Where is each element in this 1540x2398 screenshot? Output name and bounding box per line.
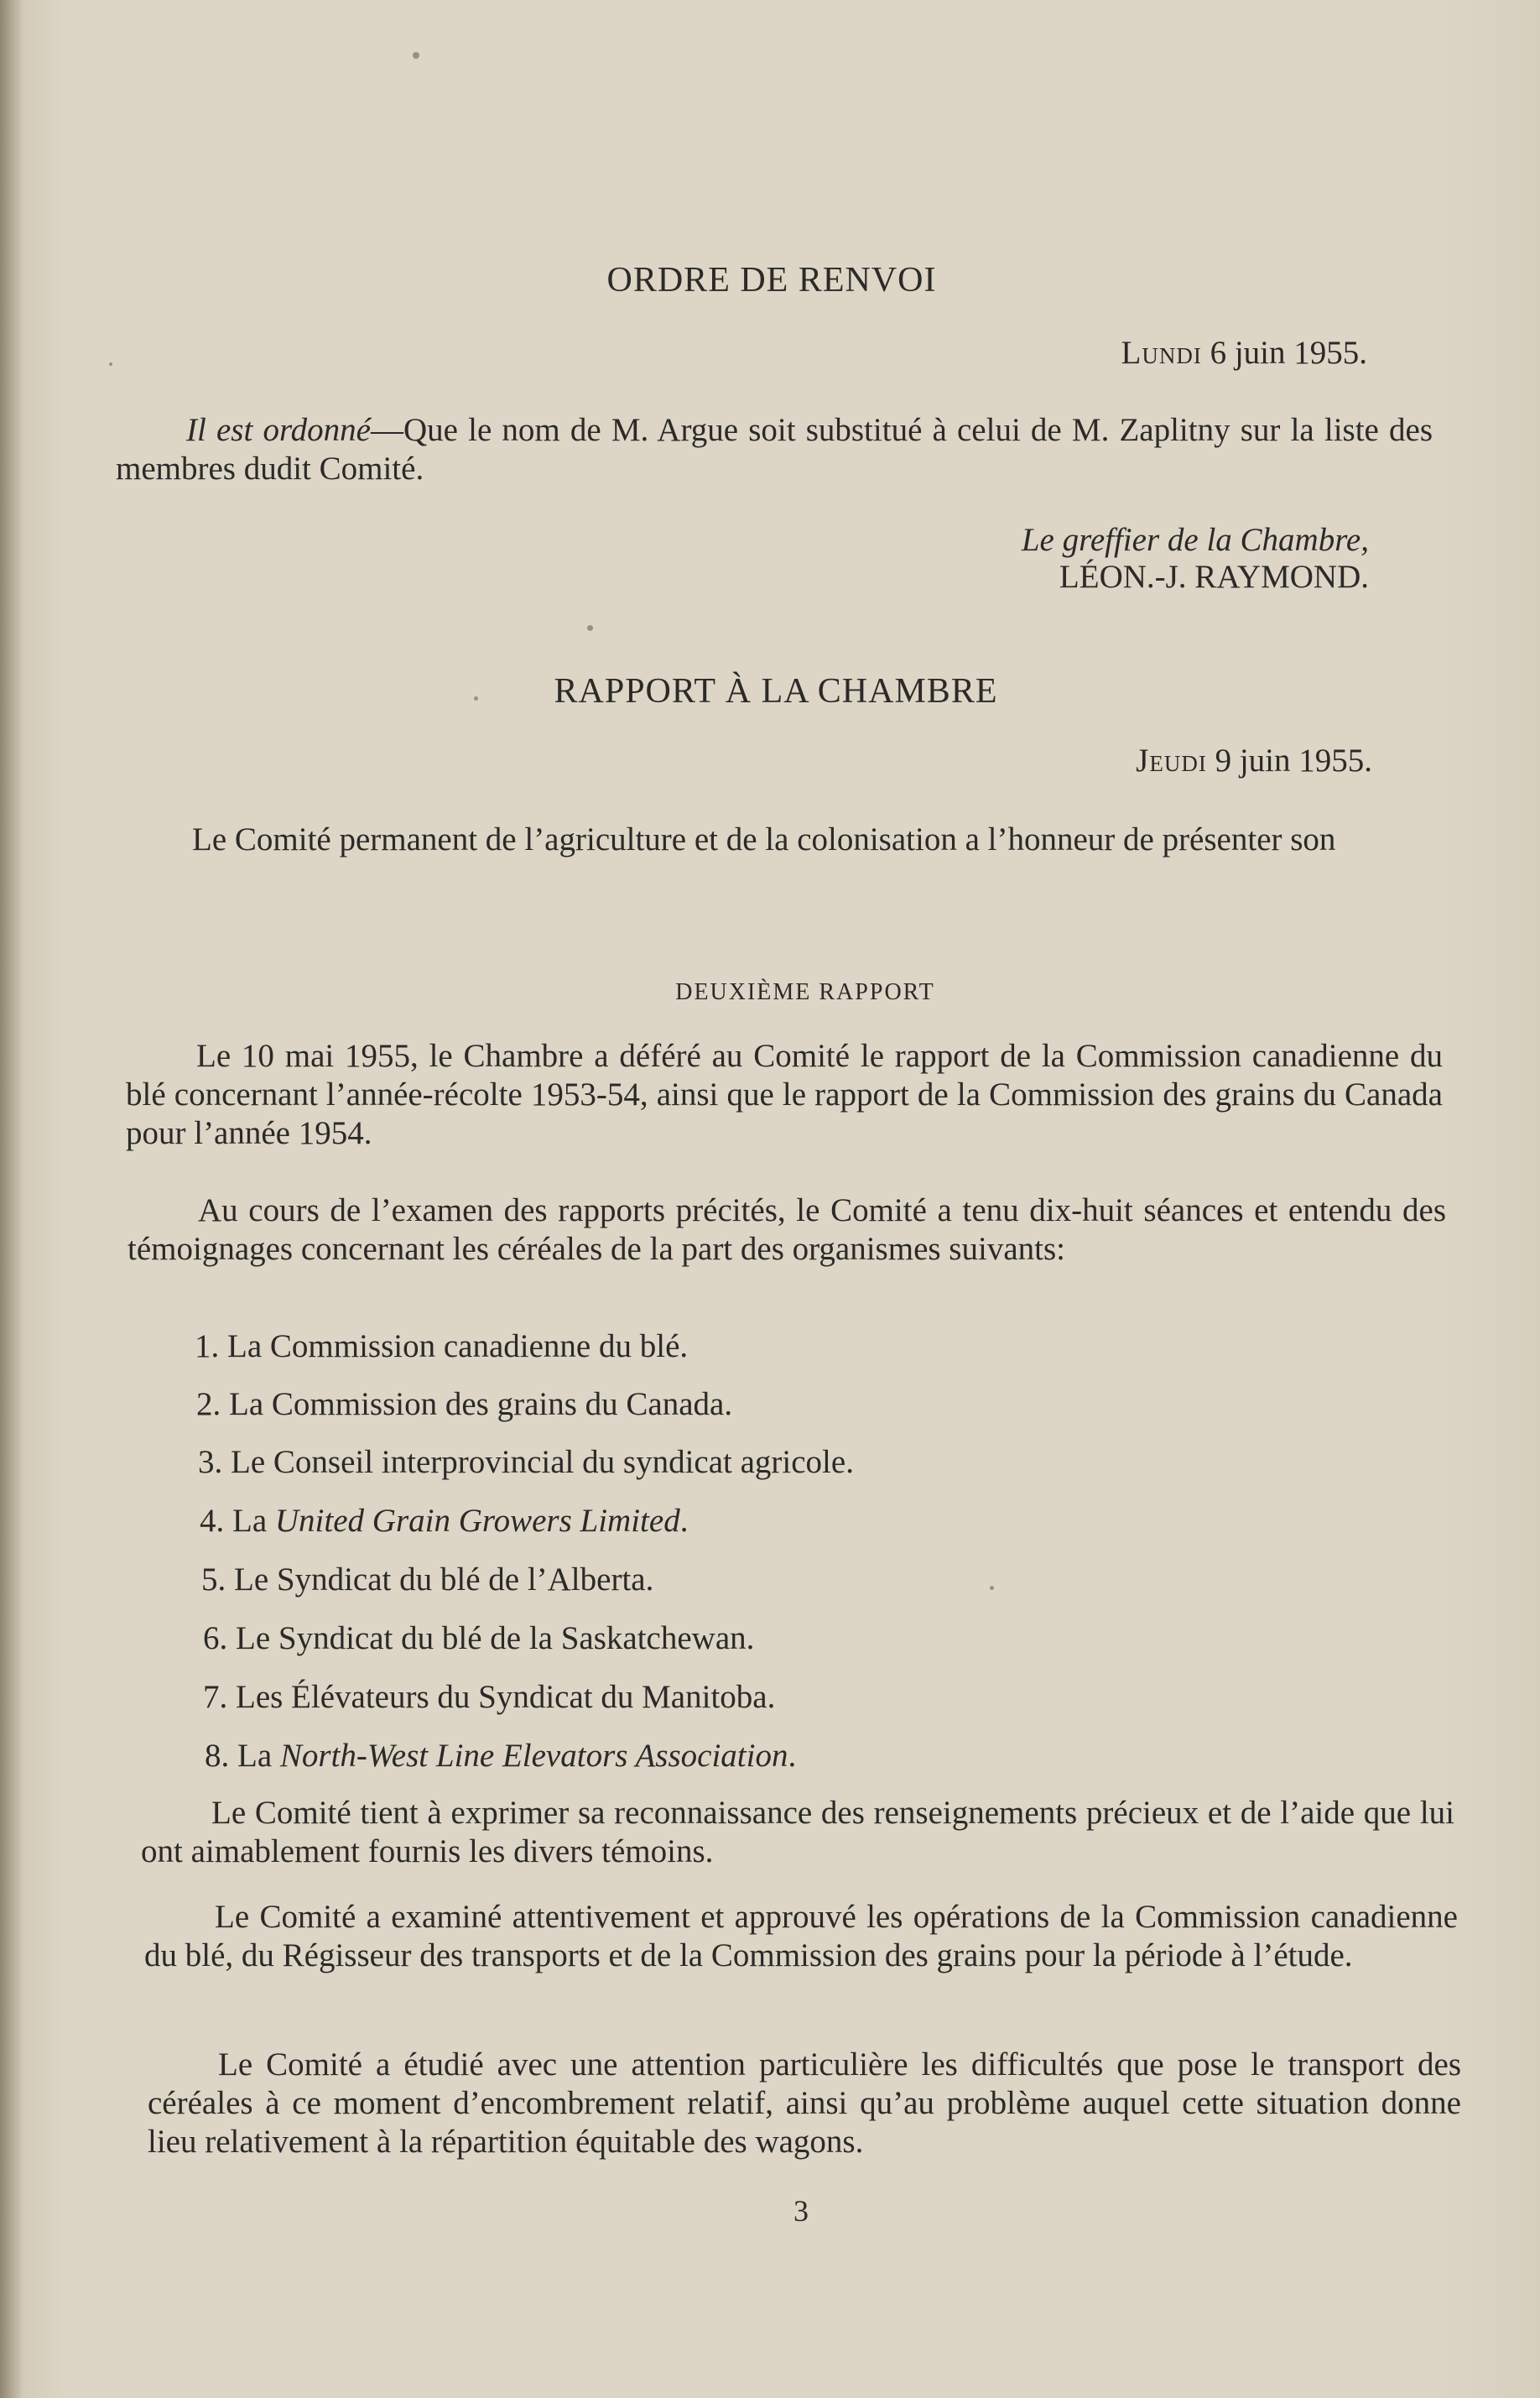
list-number: 5. [201,1561,226,1598]
list-number: 8. [205,1738,230,1774]
date-lundi [923,334,1367,372]
order-text: —Que le nom de M. Argue soit substitué à celui de M. Zaplitny sur la liste des membres dudit Comité. [116,412,1433,487]
section-title-ordre: ORDRE DE RENVOI [606,261,937,300]
list-number: 6. [203,1620,228,1656]
list-number: 4. [200,1503,225,1539]
list-number: 2. [196,1386,221,1422]
list-item [205,1737,796,1775]
order-italic: Il est ordonné [186,412,371,448]
paragraph-3: Le Comité tient à exprimer sa reconnaissance des renseignements précieux et de l’aide que lui ont aimablement fournis les divers témoins. [141,1795,1454,1869]
list-item [203,1619,754,1657]
paragraph-2: Au cours de l’examen des rapports précités, le Comité a tenu dix-huit séances et entendu des témoignages concernant les céréales de la part des organismes suivants: [127,1192,1446,1267]
list-text: La [232,1503,275,1539]
list-text: Le Syndicat du blé de la Saskatchewan. [236,1620,755,1656]
list-text-italic: North-West Line Elevators Association [279,1738,788,1774]
list-number: 3. [198,1444,223,1480]
report-subtitle: DEUXIÈME RAPPORT [675,979,935,1005]
list-item [200,1502,688,1540]
date-day: Lundi [1121,335,1202,371]
list-text: La Commission canadienne du blé. [227,1328,689,1364]
section-title-rapport: RAPPORT À LA CHAMBRE [554,672,998,711]
list-text: Le Conseil interprovincial du syndicat agricole. [231,1444,854,1480]
list-item [203,1678,775,1716]
paragraph-1: Le 10 mai 1955, le Chambre a déféré au Comité le rapport de la Commission canadienne du blé concernant l’année-récolte 1953-54, ainsi que le rapport de la Commission des grains du Canada pour l’année 1954. [126,1038,1443,1151]
date-rest: 9 juin 1955. [1206,743,1372,779]
intro-paragraph: Le Comité permanent de l’agriculture et de la colonisation a l’honneur de présenter son [192,821,1336,858]
list-item [195,1327,688,1365]
clerk-name: LÉON.-J. RAYMOND. [1059,559,1369,595]
paper-speck [109,362,112,366]
list-text-italic: United Grain Growers Limited [274,1503,680,1539]
book-spine-shadow [0,0,22,2398]
order-paragraph [116,411,1433,488]
date-day: Jeudi [1136,743,1207,779]
list-text-post: . [788,1738,797,1774]
date-rest: 6 juin 1955. [1201,335,1367,371]
list-text: La [237,1738,280,1774]
list-number: 1. [195,1328,220,1364]
list-text-post: . [679,1503,689,1539]
list-text: La Commission des grains du Canada. [229,1386,733,1422]
paper-speck [990,1586,994,1590]
list-text: Les Élévateurs du Syndicat du Manitoba. [236,1679,776,1715]
list-item [198,1443,854,1481]
clerk-signature [839,522,1369,596]
list-item [201,1561,653,1598]
paper-speck [413,52,419,59]
paragraph-5: Le Comité a étudié avec une attention particulière les difficultés que pose le transport des céréales à ce moment d’encombrement relatif, ainsi qu’au problème auquel cette situation donne lieu relativement à la répartition équitable des wagons. [148,2046,1461,2160]
date-jeudi [923,742,1372,779]
clerk-title: Le greffier de la Chambre, [1021,522,1369,558]
page-number: 3 [793,2194,809,2228]
list-text: Le Syndicat du blé de l’Alberta. [234,1561,654,1598]
list-number: 7. [203,1679,228,1715]
paragraph-4: Le Comité a examiné attentivement et approuvé les opérations de la Commission canadienne du blé, du Régisseur des transports et de la Commission des grains pour la période à l’étude. [144,1899,1458,1973]
paper-speck [587,625,593,631]
list-item [196,1385,732,1423]
